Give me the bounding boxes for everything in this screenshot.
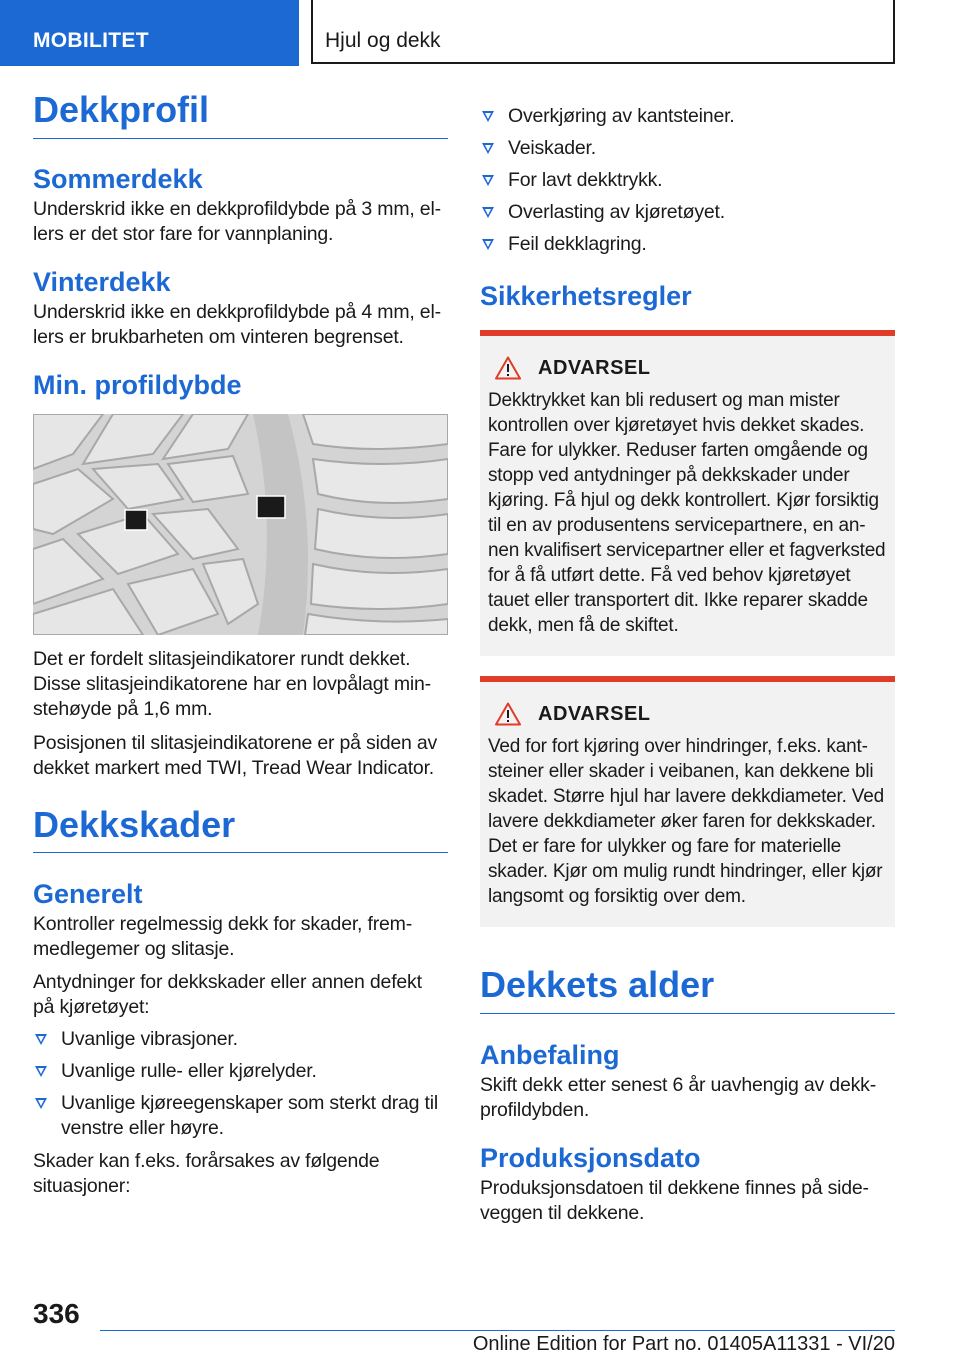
- edition-note: Online Edition for Part no. 01405A11331 - VI/20: [472, 1333, 895, 1355]
- triangle-bullet-icon: [482, 175, 494, 186]
- triangle-bullet-icon: [35, 1034, 47, 1045]
- page-header: [0, 0, 960, 66]
- warning-label: ADVARSEL: [538, 702, 651, 725]
- warning-triangle-icon: [495, 356, 521, 380]
- section-tab: MOBILITET: [0, 0, 299, 66]
- heading-sikkerhetsregler: Sikkerhetsregler: [480, 281, 692, 311]
- triangle-bullet-icon: [35, 1066, 47, 1077]
- list-item: Uvanlige kjøreegenskaper som sterkt drag til venstre eller høyre.: [33, 1091, 448, 1141]
- section-title-dekkets-alder: Dekkets alder: [480, 964, 715, 1006]
- heading-anbefaling: Anbefaling: [480, 1039, 620, 1070]
- heading-produksjonsdato: Produksjonsdato: [480, 1142, 701, 1173]
- tire-tread-illustration: [33, 414, 448, 635]
- signs-list: [33, 1027, 448, 1141]
- paragraph-produksjonsdato: Produksjonsdatoen til dekkene finnes på sideveggen til dekkene.: [480, 1176, 870, 1224]
- page-number: 336: [33, 1298, 80, 1329]
- warning-title: [488, 356, 887, 380]
- paragraph-slitasjeindikatorer: Det er fordelt slitasjeindikatorer rundt dekket. Disse slitasjeindikatorene har en lovpålagt minstehøyde på 1,6 mm.: [33, 647, 432, 720]
- heading-vinterdekk: Vinterdekk: [33, 266, 171, 297]
- list-item: Uvanlige rulle- eller kjørelyder.: [33, 1059, 448, 1084]
- paragraph-anbefaling: Skift dekk etter senest 6 år uavhengig av dekkprofildybden.: [480, 1073, 877, 1121]
- section-title-rule: [480, 965, 895, 1014]
- list-item: For lavt dekktrykk.: [480, 168, 895, 193]
- warning-label: ADVARSEL: [538, 356, 651, 379]
- left-column: [33, 90, 448, 1199]
- paragraph-skader-arsaker: Skader kan f.eks. forårsakes av følgende situasjoner:: [33, 1150, 380, 1198]
- paragraph-vinterdekk: Underskrid ikke en dekkprofildybde på 4 mm, ellers er brukbarheten om vinteren begrenset.: [33, 300, 442, 348]
- heading-sommerdekk: Sommerdekk: [33, 163, 203, 194]
- section-title-dekkskader: Dekkskader: [33, 803, 236, 845]
- triangle-bullet-icon: [482, 207, 494, 218]
- list-item: Veiskader.: [480, 136, 895, 161]
- section-title-dekkprofil: Dekkprofil: [33, 89, 210, 130]
- triangle-bullet-icon: [482, 111, 494, 122]
- warning-text: Ved for fort kjøring over hindringer, f.eks. kantsteiner eller skader i veibanen, kan dekkene bli skadet. Større hjul har lavere dekkdiameter. Ved lavere dekkdiameter øker faren for dekkskader. Det er fare for ulykker og fare for materielle skader. Kjør om mulig rundt hindringer, eller kjør langsomt og forsiktig over dem.: [488, 736, 884, 908]
- list-item: Overlasting av kjøretøyet.: [480, 200, 895, 225]
- list-item: Uvanlige vibrasjoner.: [33, 1027, 448, 1052]
- section-title-rule: [33, 805, 448, 854]
- heading-generelt: Generelt: [33, 879, 143, 910]
- warning-box: [480, 676, 895, 927]
- heading-min-profildybde: Min. profildybde: [33, 369, 242, 400]
- paragraph-generelt: Kontroller regelmessig dekk for skader, fremmedlegemer og slitasje.: [33, 913, 413, 961]
- warning-text: Dekktrykket kan bli redusert og man mister kontrollen over kjøretøyet hvis dekket skades. Fare for ulykker. Reduser farten omgående og stopp ved antydninger på dekkskader under kjøring. Få hjul og dekk kontrollert. Kjør forsiktig til en av produsentens servicepartnere, en annen kvalifisert servicepartner eller et fagverksted for å få utført dette. Få ved behov kjøretøyet tauet eller transportert dit. Ikke reparer skadde dekk, men få de skiftet.: [488, 390, 886, 637]
- chapter-tab: Hjul og dekk: [311, 0, 895, 64]
- list-item: Feil dekklagring.: [480, 232, 895, 257]
- warning-title: [488, 702, 887, 726]
- triangle-bullet-icon: [35, 1098, 47, 1109]
- right-column: [480, 104, 895, 1226]
- warning-triangle-icon: [495, 702, 521, 726]
- paragraph-antydninger: Antydninger for dekkskader eller annen defekt på kjøretøyet:: [33, 971, 422, 1019]
- triangle-bullet-icon: [482, 143, 494, 154]
- section-title-rule: [33, 90, 448, 139]
- triangle-bullet-icon: [482, 239, 494, 250]
- warning-box: [480, 330, 895, 656]
- causes-list: [480, 104, 895, 257]
- list-item: Overkjøring av kantsteiner.: [480, 104, 895, 129]
- paragraph-sommerdekk: Underskrid ikke en dekkprofildybde på 3 mm, ellers er det stor fare for vannplaning.: [33, 197, 442, 245]
- paragraph-twi: Posisjonen til slitasjeindikatorene er på siden av dekket markert med TWI, Tread Wear Indicator.: [33, 731, 438, 779]
